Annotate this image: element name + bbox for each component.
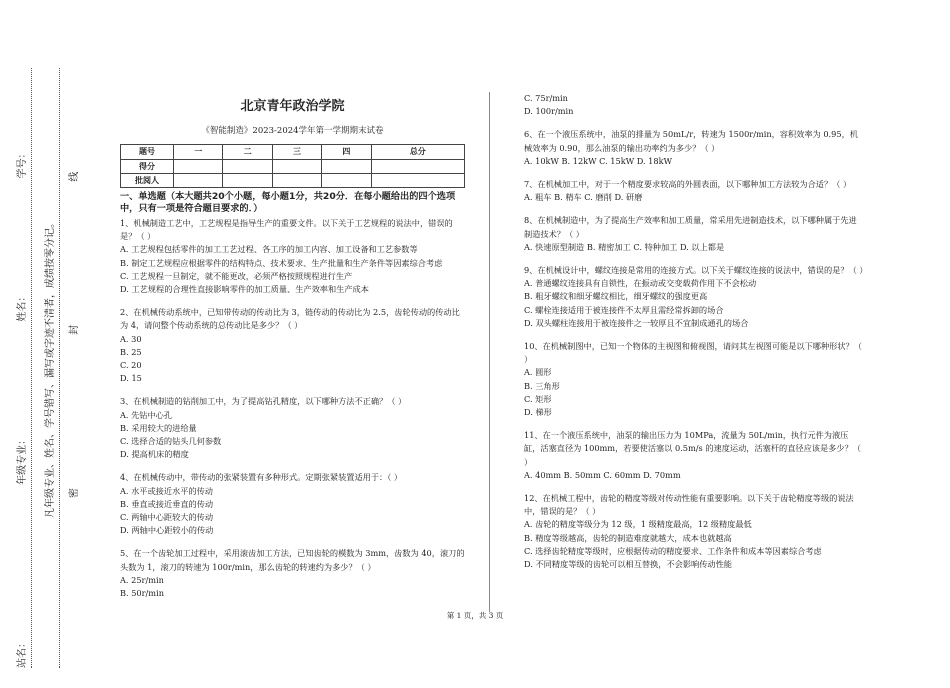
seal-char-mi: 密 [69, 488, 80, 498]
answer-option[interactable]: A. 40mm B. 50mm C. 60mm D. 70mm [524, 469, 681, 480]
answer-option[interactable]: A. 快速原型制造 B. 精密加工 C. 特种加工 D. 以上都是 [524, 241, 725, 252]
answer-option[interactable]: D. 15 [120, 373, 142, 384]
question-block [524, 178, 864, 204]
answer-option[interactable]: D. 双头螺柱连接用于被连接件之一较厚且不宜制成通孔的场合 [524, 317, 749, 328]
score-cell[interactable] [272, 159, 321, 173]
answer-option[interactable]: D. 梯形 [524, 407, 552, 418]
binding-row-top [13, 48, 28, 688]
grader-cell[interactable] [223, 173, 272, 187]
answer-option[interactable]: A. 齿轮的精度等级分为 12 级，1 级精度最高，12 级精度最低 [524, 519, 752, 530]
question-block [524, 492, 864, 571]
answer-option[interactable]: D. 不同精度等级的齿轮可以相互替换，不会影响传动性能 [524, 559, 732, 570]
question-block [120, 471, 465, 537]
binding-strip [13, 48, 117, 688]
answer-option[interactable]: A. 25r/min [120, 574, 164, 585]
binding-dotted-line-1 [31, 68, 32, 668]
answer-option[interactable]: D. 100r/min [524, 106, 574, 117]
seal-row [65, 48, 80, 688]
question-spacer [120, 296, 465, 306]
question-block [524, 128, 864, 168]
answer-option[interactable]: C. 75r/min [524, 93, 568, 103]
right-question-list [524, 128, 868, 571]
grader-cell[interactable] [272, 173, 321, 187]
question-block [524, 429, 864, 482]
question-stem: 4、在机械传动中，带传动的张紧装置有多种形式。定期张紧装置适用于：（ ） [120, 472, 403, 483]
question-block [120, 306, 465, 385]
question-block [524, 264, 868, 330]
answer-option[interactable]: A. 水平或接近水平的传动 [120, 485, 213, 496]
answer-option[interactable]: B. 三角形 [524, 380, 560, 391]
answer-option[interactable]: B. 采用较大的进给量 [120, 422, 197, 433]
question-spacer [524, 419, 864, 429]
score-row-label: 得分 [121, 159, 174, 173]
answer-option[interactable]: C. 选择合适的钻头几何参数 [120, 436, 222, 447]
grader-cell[interactable] [174, 173, 223, 187]
name-label: 姓名： [17, 291, 28, 322]
answer-option[interactable]: B. 精度等级越高，齿轮的制造难度就越大，成本也就越高 [524, 532, 732, 543]
question-spacer [120, 537, 465, 547]
school-label: 站名： [17, 638, 28, 668]
question-spacer [524, 330, 864, 340]
question-block [524, 340, 864, 419]
score-header-cell: 三 [272, 145, 321, 159]
score-header-cell: 四 [322, 145, 371, 159]
grader-row [121, 173, 465, 187]
grader-cell[interactable] [322, 173, 371, 187]
answer-option[interactable]: A. 先钻中心孔 [120, 409, 173, 420]
answer-option[interactable]: B. 垂直或接近垂直的传动 [120, 498, 214, 509]
answer-option[interactable]: C. 选择齿轮精度等级时，应根据传动的精度要求、工作条件和成本等因素综合考虑 [524, 545, 822, 556]
score-cell[interactable] [371, 159, 464, 173]
answer-option[interactable]: C. 螺栓连接适用于被连接件不太厚且需经常拆卸的场合 [524, 304, 724, 315]
class-label: 年级专业： [17, 434, 28, 485]
score-table [120, 144, 465, 188]
score-cell[interactable] [223, 159, 272, 173]
binding-notice-row [41, 48, 56, 688]
grader-row-label: 批阅人 [121, 173, 174, 187]
question-stem: 5、在一个齿轮加工过程中，采用滚齿加工方法，已知齿轮的模数为 3mm，齿数为 40，滚刀的头数为 1，滚刀的转速为 100r/min，那么齿轮的转速约为多少？（ ） [120, 548, 465, 572]
score-header-cell: 题号 [121, 145, 174, 159]
student-no-label: 学号： [17, 148, 28, 179]
question-stem: 1、机械制造工艺中，工艺规程是指导生产的重要文件。以下关于工艺规程的说法中，错误的是？（ ） [120, 218, 453, 242]
exam-title: 《智能制造》2023-2024学年第一学期期末试卷 [201, 126, 384, 137]
question-stem: 12、在机械工程中，齿轮的精度等级对传动性能有重要影响。以下关于齿轮精度等级的说法中，错误的是？（ ） [524, 493, 854, 517]
answer-option[interactable]: A. 粗车 B. 精车 C. 磨削 D. 研磨 [524, 192, 643, 203]
answer-option[interactable]: B. 粗牙螺纹和细牙螺纹相比，细牙螺纹的强度更高 [524, 291, 708, 302]
question-stem: 3、在机械制造的钻削加工中，为了提高钻孔精度，以下哪种方法不正确？（ ） [120, 396, 407, 407]
answer-option[interactable]: D. 提高机床的精度 [120, 449, 189, 460]
question-stem: 11、在一个液压系统中，油泵的输出压力为 10MPa，流量为 50L/min，执行元件为液压缸，活塞直径为 100mm，若要使活塞以 0.5m/s 的速度运动，活塞杆的直径应该是多少？（ ） [524, 430, 861, 467]
answer-option[interactable]: A. 10kW B. 12kW C. 15kW D. 18kW [524, 155, 672, 166]
score-cell[interactable] [322, 159, 371, 173]
score-header-cell: 总分 [371, 145, 464, 159]
left-column [120, 92, 465, 600]
page-footer: 第 1 页，共 3 页 [446, 611, 504, 620]
score-header-cell: 一 [174, 145, 223, 159]
answer-option[interactable]: C. 20 [120, 360, 142, 371]
seal-char-xian: 线 [69, 171, 80, 182]
binding-notice: 凡年级专业、姓名、学号错写、漏写或字迹不清者，成绩按零分记。 [45, 218, 56, 518]
score-row [121, 159, 465, 173]
question-stem: 7、在机械加工中，对于一个精度要求较高的外圆表面，以下哪种加工方法较为合适？（ ） [524, 179, 852, 190]
question-block [120, 395, 465, 461]
section-title: 一、单选题（本大题共20个小题，每小题1分，共20分．在每小题给出的四个选项中，只有一项是符合题目要求的．） [120, 191, 456, 215]
right-column [524, 92, 868, 571]
answer-option[interactable]: C. 矩形 [524, 393, 552, 404]
answer-option[interactable]: A. 工艺规程包括零件的加工工艺过程、各工序的加工内容、加工设备和工艺参数等 [120, 244, 418, 255]
grader-cell[interactable] [371, 173, 464, 187]
question-spacer [524, 168, 864, 178]
answer-option[interactable]: D. 工艺规程的合理性直接影响零件的加工质量、生产效率和生产成本 [120, 284, 369, 295]
answer-option[interactable]: A. 普通螺纹连接具有自锁性，在振动或交变载荷作用下不会松动 [524, 278, 757, 289]
question-spacer [120, 461, 465, 471]
answer-option[interactable]: C. 工艺规程一旦制定，就不能更改，必须严格按照规程进行生产 [120, 270, 353, 281]
question-stem: 10、在机械制图中，已知一个物体的主视图和俯视图，请问其左视图可能是以下哪种形状？（ ） [524, 341, 862, 365]
question-spacer [524, 118, 864, 128]
score-cell[interactable] [174, 159, 223, 173]
question-stem: 9、在机械设计中，螺纹连接是常用的连接方式。以下关于螺纹连接的说法中，错误的是？（ ） [524, 265, 868, 276]
question-block [120, 547, 465, 600]
question-stem: 8、在机械制造中，为了提高生产效率和加工质量，常采用先进制造技术，以下哪种属于先进制造技术？（ ） [524, 215, 857, 239]
answer-option[interactable]: D. 两轴中心距较小的传动 [120, 525, 214, 536]
binding-dotted-line-2 [59, 68, 60, 668]
continued-options [524, 92, 864, 128]
question-spacer [524, 204, 864, 214]
column-divider [489, 92, 490, 612]
score-header-cell: 二 [223, 145, 272, 159]
school-title: 北京青年政治学院 [240, 99, 345, 114]
question-block [524, 214, 864, 254]
score-table-header-row [121, 145, 465, 159]
answer-option[interactable]: A. 30 [120, 333, 142, 344]
question-spacer [524, 482, 864, 492]
question-spacer [120, 385, 465, 395]
answer-option[interactable]: B. 制定工艺规程应根据零件的结构特点、技术要求、生产批量和生产条件等因素综合考虑 [120, 257, 443, 268]
question-block [120, 217, 465, 296]
question-spacer [524, 254, 864, 264]
seal-char-feng: 封 [69, 324, 80, 335]
answer-option[interactable]: A. 圆形 [524, 367, 552, 378]
answer-option[interactable]: B. 25 [120, 346, 142, 357]
question-stem: 2、在机械传动系统中，已知带传动的传动比为 3，链传动的传动比为 2.5，齿轮传动的传动比为 4，请问整个传动系统的总传动比是多少？（ ） [120, 307, 460, 331]
answer-option[interactable]: B. 50r/min [120, 588, 164, 599]
question-stem: 6、在一个液压系统中，油泵的排量为 50mL/r，转速为 1500r/min，容积效率为 0.95，机械效率为 0.90，那么油泵的输出功率约为多少？（ ） [524, 129, 858, 153]
left-question-list [120, 217, 465, 600]
answer-option[interactable]: C. 两轴中心距较大的传动 [120, 512, 214, 523]
